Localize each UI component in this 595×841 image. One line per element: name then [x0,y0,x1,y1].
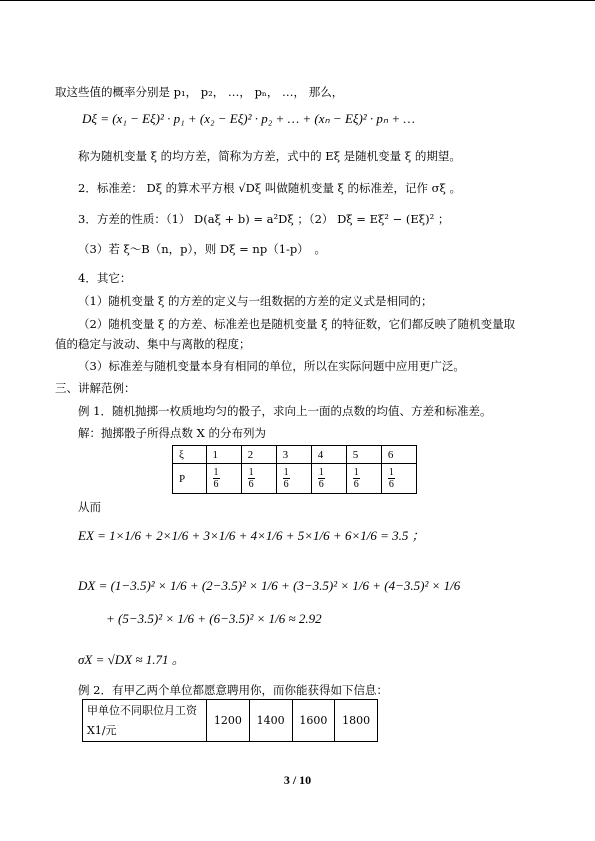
text-line-note-2: （2）随机变量 ξ 的方差、标准差也是随机变量 ξ 的特征数，它们都反映了随机变量取 [78,317,516,331]
formula-variance-line-1: DX = (1−3.5)² × 1/6 + (2−3.5)² × 1/6 + (3−3.5)² × 1/6 + (4−3.5)² × 1/6 [78,578,461,593]
table-cell: P [173,464,207,494]
formula-variance-definition: Dξ = (x₁ − Eξ)² · p₁ + (x₂ − Eξ)² · p₂ + … + (xₙ − Eξ)² · pₙ + … [82,111,415,126]
table-cell [206,464,241,494]
table-cell: ξ [173,446,207,464]
table-cell: 1400 [249,700,292,742]
table-cell: 1800 [335,700,378,742]
text-line-solution-intro: 解：抛掷骰子所得点数 X 的分布列为 [78,426,266,440]
text-line-standard-deviation: 2．标准差： Dξ 的算术平方根 √Dξ 叫做随机变量 ξ 的标准差，记作 σξ 。 [78,181,462,195]
table-header-label: 甲单位不同职位月工资 [87,703,197,717]
fraction: $\frac{1}{6}$ [213,467,219,490]
table-cell [276,464,311,494]
fraction: $\frac{1}{6}$ [353,467,359,490]
formula-standard-deviation: σX = √DX ≈ 1.71 。 [78,652,185,667]
table-cell: 5 [346,446,381,464]
table-cell: 1200 [207,700,250,742]
text-line-note-3: （3）标准差与随机变量本身有相同的单位，所以在实际问题中应用更广泛。 [78,359,465,373]
table-cell: 4 [311,446,346,464]
text-line-therefore: 从而 [78,500,101,514]
salary-table [82,699,378,742]
text-line-note-1: （1）随机变量 ξ 的方差的定义与一组数据的方差的定义式是相同的； [78,294,433,308]
table-cell: 6 [381,446,416,464]
fraction: $\frac{1}{6}$ [388,467,394,490]
table-row [173,464,417,494]
section-heading-examples: 三、讲解范例： [55,381,136,395]
text-line-variance-name: 称为随机变量 ξ 的均方差，简称为方差，式中的 Eξ 是随机变量 ξ 的期望。 [78,149,461,163]
text-line-other: 4．其它： [78,271,132,285]
page-number: 3 / 10 [283,773,312,787]
table-cell [311,464,346,494]
table-row [173,446,417,464]
fraction: $\frac{1}{6}$ [318,467,324,490]
table-cell [381,464,416,494]
table-cell: 3 [276,446,311,464]
text-line-binomial-variance: （3）若 ξ～B（n，p），则 Dξ = np（1-p） 。 [78,242,327,256]
formula-variance-line-2: + (5−3.5)² × 1/6 + (6−3.5)² × 1/6 ≈ 2.92 [106,611,322,626]
fraction: $\frac{1}{6}$ [283,467,289,490]
table-cell: 2 [241,446,276,464]
formula-expectation: EX = 1×1/6 + 2×1/6 + 3×1/6 + 4×1/6 + 5×1/6 + 6×1/6 = 3.5 ； [78,528,425,543]
text-line-variance-properties: 3．方差的性质：（1） D(aξ + b) = a²Dξ ；（2） Dξ = Eξ² − (Eξ)² ； [78,212,450,226]
distribution-table [172,445,417,494]
text-line-note-2-cont: 值的稳定与波动、集中与离散的程度； [55,337,251,351]
table-header-cell [83,700,207,742]
text-line-example-1: 例 1．随机抛掷一枚质地均匀的骰子，求向上一面的点数的均值、方差和标准差。 [78,404,492,418]
table-row [83,700,378,742]
table-cell: 1 [206,446,241,464]
table-cell [346,464,381,494]
page-top-rule [0,0,595,1]
table-cell [241,464,276,494]
text-line-probabilities: 取这些值的概率分别是 p₁， p₂， …， pₙ， …， 那么， [55,85,344,99]
fraction: $\frac{1}{6}$ [248,467,254,490]
text-line-example-2: 例 2．有甲乙两个单位都愿意聘用你，而你能获得如下信息： [78,683,388,697]
table-cell: 1600 [292,700,335,742]
table-header-unit: X1/元 [87,723,117,737]
